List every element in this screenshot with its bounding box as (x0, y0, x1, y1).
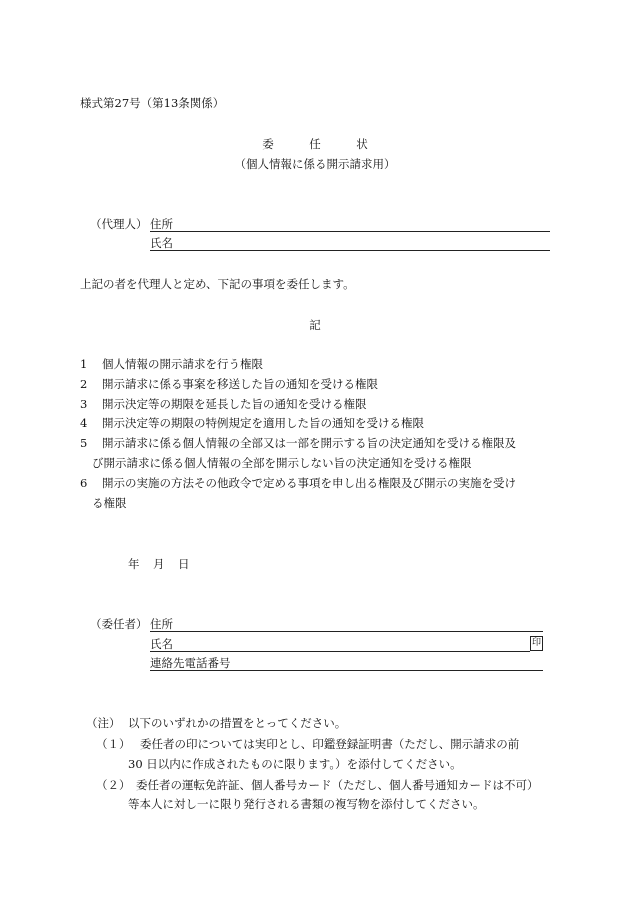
agent-address-line (150, 231, 550, 232)
note-1-line-2: 30 日以内に作成されたものに限ります。）を添付してください。 (128, 757, 462, 771)
note-2-number: （２） (96, 778, 131, 792)
notes-label: （注） (86, 716, 121, 730)
principal-name-line (150, 651, 530, 652)
delegation-statement: 上記の者を代理人と定め、下記の事項を委任します。 (80, 277, 355, 291)
list-item-text: 開示請求に係る事案を移送した旨の通知を受ける権限 (102, 377, 378, 391)
ki-heading: 記 (309, 318, 321, 332)
list-item (80, 357, 263, 372)
principal-name-label: 氏名 (150, 637, 173, 651)
list-item (80, 397, 367, 412)
principal-address-line (150, 631, 543, 632)
list-item-text: 開示決定等の期限の特例規定を適用した旨の通知を受ける権限 (102, 416, 424, 430)
document-title: 委 任 状 (262, 137, 380, 151)
principal-label: （委任者） (90, 617, 148, 631)
note-2-line-2: 等本人に対し一に限り発行される書類の複写物を添付してください。 (128, 797, 485, 811)
note-1-number: （１） (96, 737, 131, 751)
date-month: 月 (153, 557, 165, 571)
note-1-line-1: 委任者の印については実印とし、印鑑登録証明書（ただし、開示請求の前 (140, 737, 520, 751)
seal-mark: 印 (530, 636, 543, 651)
agent-name-line (150, 250, 550, 251)
list-item-text: 開示請求に係る個人情報の全部又は一部を開示する旨の決定通知を受ける権限及 (102, 436, 516, 450)
principal-phone-line (150, 670, 543, 671)
list-item-number: 6 (80, 476, 88, 490)
list-item-number: 2 (80, 377, 88, 391)
list-item-number: 3 (80, 397, 88, 411)
list-item (80, 416, 424, 431)
date-year: 年 (128, 557, 140, 571)
list-item (80, 476, 516, 491)
list-item (80, 377, 378, 392)
principal-phone-label: 連絡先電話番号 (150, 656, 231, 670)
list-item-number: 4 (80, 416, 88, 430)
list-item-continuation: る権限 (92, 496, 127, 510)
list-item-number: 5 (80, 436, 88, 450)
document-subtitle: （個人情報に係る開示請求用） (234, 157, 396, 171)
list-item-continuation: び開示請求に係る個人情報の全部を開示しない旨の決定通知を受ける権限 (92, 456, 472, 470)
form-number: 様式第27号（第13条関係） (80, 96, 225, 110)
list-item-text: 開示の実施の方法その他政令で定める事項を申し出る権限及び開示の実施を受け (102, 476, 516, 490)
principal-address-label: 住所 (150, 617, 173, 631)
note-2-line-1: 委任者の運転免許証、個人番号カード（ただし、個人番号通知カードは不可） (136, 778, 539, 792)
date-day: 日 (178, 557, 190, 571)
list-item-text: 開示決定等の期限を延長した旨の通知を受ける権限 (102, 397, 367, 411)
list-item (80, 436, 516, 451)
agent-label: （代理人） (90, 217, 148, 231)
notes-intro: 以下のいずれかの措置をとってください。 (128, 716, 347, 730)
agent-name-label: 氏名 (150, 236, 173, 250)
list-item-text: 個人情報の開示請求を行う権限 (102, 357, 263, 371)
list-item-number: 1 (80, 357, 88, 371)
agent-address-label: 住所 (150, 217, 173, 231)
